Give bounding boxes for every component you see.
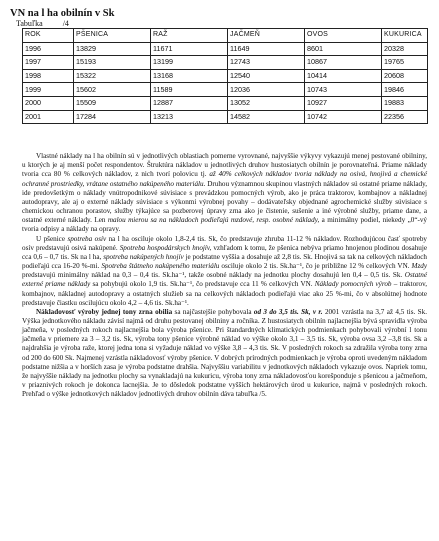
paragraph-own-costs [22, 152, 427, 234]
cell-year: 1998 [23, 69, 74, 83]
text-run: 2001 vzrástla na 3,7 až 4,5 tis. Sk. Výška jednotkového nákladu závisí najmä od druhu pestovanej obilniny a ročníka. Z hustosiatych obilnín najlacnejšia bývá spravidla výroba jačmeňa, v posledných rokoch najlacnejšia bola výroba pšenice. Pri štandardných klimatických podmienkach pohybovali výrobní l tonu jačmeňa v priemere za 3 – 3,2 tis. Sk, výroba tony pšenice výrobné náklad vo výške okolo 3,1 – 3,5 tis. Sk, výroba ovsa 3,2 –3,8 tis. Sk a najdrahšia je výroba raže, ktorej jedna tona si vyžaduje náklad vo výške 3,8 – 4,3 tis. Sk. V posledných rokoch sa zdražila výroba tony zrna od 200 do 600 Sk. Najmenej vzrástla nákladovosť výroby pšenice. V dobrých prírodných podmienkach je výroba oproti uvedeným nákladom podstatne nižšia a v horších zasa je výroba podstatne drahšia. Najvyššiu variabilitu v jednotkových nákladoch vykazuje ovos. Napriek tomu, že najvyššie náklady na jednotku plochy sa vynakladajú na kukuricu, výroba tony zrna nákladovosťou korešponduje s pšenicou a jačmeňom, v priaznivých rokoch je dokonca lacnejšia. Je to dôsledok podstatne vyšších hektárových úrod u kukurice, najmä v posledných rokoch. Prehľad o výške jednotkových nákladov jednotlivých druhov obilnín dáva tabuľka /5. [22, 307, 427, 399]
cell-value: 12743 [228, 56, 305, 70]
strong-run: Nákladovosť výroby jednej tony zrna obilia [36, 307, 173, 316]
table-row [23, 69, 428, 83]
body-text [10, 152, 429, 399]
text-run: osciluje okolo 2 tis. Sk.ha⁻¹, čo je približne 12 % celkových VN. [219, 262, 412, 271]
cell-year: 1997 [23, 56, 74, 70]
text-run: na l ha osciluje okolo 1,8-2,4 tis. Sk, čo predstavuje zhruba 11-12 % nákladov. Rozhodujúcou časť spotreby osív predstavujú osivá nakúpené. [22, 234, 427, 252]
strong-emphasis-run: od 3 do 3,5 tis. Sk, v r. [253, 307, 323, 316]
cell-value: 19846 [382, 83, 428, 97]
cell-value: 15602 [74, 83, 151, 97]
text-run: sa pohybujú okolo 1,9 tis. Sk.ha⁻¹, čo predstavuje cca 11 % celkových VN. [90, 280, 315, 289]
header-raz: RAŽ [151, 29, 228, 43]
cell-value: 11671 [151, 42, 228, 56]
emphasis-run: až 40% celkových nákladov tvoria náklady na osivá, hnojivá a chemické ochranné prostriedky, vrátane ostatného nakúpeného materiálu. [22, 170, 428, 188]
cell-value: 10742 [305, 110, 382, 124]
cell-year: 2001 [23, 110, 74, 124]
header-kukurica: KUKURICA [382, 29, 428, 43]
cell-value: 13199 [151, 56, 228, 70]
cell-value: 13168 [151, 69, 228, 83]
cell-value: 20328 [382, 42, 428, 56]
cell-value: 15193 [74, 56, 151, 70]
table-row [23, 42, 428, 56]
emphasis-run: Spotreba štátneho nakúpeného materiálu [101, 262, 220, 271]
cell-value: 14582 [228, 110, 305, 124]
table-caption [16, 19, 429, 28]
table-caption-number: /4 [62, 19, 69, 28]
emphasis-run: Ostatné externé priame náklady [22, 271, 427, 289]
cell-value: 11649 [228, 42, 305, 56]
yield-table [22, 28, 428, 124]
cell-value: 13052 [228, 96, 305, 110]
emphasis-run: malou mierou sa na nákladoch podieľajú mzdové, resp. osobné náklady, [107, 216, 320, 225]
cell-year: 1999 [23, 83, 74, 97]
cell-value: 17284 [74, 110, 151, 124]
cell-value: 12036 [228, 83, 305, 97]
cell-value: 10867 [305, 56, 382, 70]
table-row [23, 56, 428, 70]
table-row [23, 96, 428, 110]
table-row [23, 83, 428, 97]
cell-value: 10927 [305, 96, 382, 110]
cell-value: 13829 [74, 42, 151, 56]
text-run: predstavujú minimálny náklad na 0,3 – 0,4 tis. Sk.ha⁻¹, takže osobné náklady na jednotku plochy dosahujú len 0,4 – 0,5 tis. Sk. [22, 271, 405, 280]
emphasis-run: spotreba nakúpených hnojív [103, 252, 184, 261]
cell-value: 20608 [382, 69, 428, 83]
cell-value: 8601 [305, 42, 382, 56]
cell-value: 19883 [382, 96, 428, 110]
cell-value: 15322 [74, 69, 151, 83]
text-run: je podstatne vyššia a dosahuje až 2,8 tis. Sk. Hnojivá sa tak na celkových nákladoch podieľajú cca 16-20 %-mi. [22, 252, 427, 271]
text-run: sa najčastejšie pohybovala [172, 307, 254, 316]
header-psenica: PŠENICA [74, 29, 151, 43]
paragraph-wheat-costs [22, 235, 427, 308]
text-run: U pšenice [36, 234, 68, 243]
header-jacmen: JAČMEŇ [228, 29, 305, 43]
cell-value: 11589 [151, 83, 228, 97]
table-row [23, 110, 428, 124]
table-header-row [23, 29, 428, 43]
header-ovos: OVOS [305, 29, 382, 43]
emphasis-run: Mzdy [411, 262, 427, 271]
text-run: Druhou významnou skupinou vlastných nákladov sú ostatné priame náklady, ide predovšetkým o náklady vnútropodnikové súvisiace s prevádzkou pomocných výrob, ako je práca traktorov, kombajnov a nákladnej autodopravy, ale aj o externé náklady súvisiace s výkonmi výrobnej povahy – dodávateľsky objednané agrochemické služby súvisiace s chemickou ochranou porastov, služby týkajúce sa pozberovej úpravy zrna ako je čistenie, sušenie a iné výrobné služby, priame dane, a ostatné externé náklady. Len [22, 179, 427, 225]
text-run: vzhľadom k tomu, že pšenica nebýva priamo hnojenou plodinou dosahuje cca 0,6 – 0,7 tis. Sk na l ha, [22, 243, 428, 261]
emphasis-run: spotreba osív [67, 234, 107, 243]
cell-value: 10414 [305, 69, 382, 83]
cell-value: 13213 [151, 110, 228, 124]
cell-value: 15509 [74, 96, 151, 110]
cell-value: 22356 [382, 110, 428, 124]
emphasis-run: Spotreba hospodárskych hnojív, [119, 243, 212, 252]
text-run: – traktorov, kombajnov, nákladnej autodopravy a ostatných služieb sa na celkových nákladoch podieľajú viac ako 25 %-mi, čo v absolútnej hodnote predstavuje čiastku oscilujúcu okolo 4,2 – 4,6 tis. Sk.ha⁻¹. [22, 280, 427, 307]
cell-year: 2000 [23, 96, 74, 110]
cell-value: 12887 [151, 96, 228, 110]
header-rok: ROK [23, 29, 74, 43]
cell-value: 12540 [228, 69, 305, 83]
cell-value: 10743 [305, 83, 382, 97]
emphasis-run: Náklady pomocných výrob [314, 280, 392, 289]
text-run: Vlastné náklady na l ha obilnín sú v jednotlivých oblastiach pomerne vyrovnané, najvyššie výkyvy vykazujú menej pestované obilniny, u ktorých je aj menší počet respondentov. Štruktúra nákladov u jednotlivých druhov hustosiatych obilnín je porovnateľná. Priame náklady tvoria cca 80 % celkových nákladov, z nich tvorí polovicu tj. [22, 152, 427, 179]
paragraph-unit-costs [22, 308, 427, 400]
table-caption-label: Tabuľka [16, 19, 43, 28]
cell-year: 1996 [23, 42, 74, 56]
cell-value: 19765 [382, 56, 428, 70]
document-title: VN na l ha obilnín v Sk [10, 8, 115, 19]
text-run: a minimálny podiel, niekedy „0“-vý tvoria odpisy a náklady na opravy. [22, 216, 428, 234]
